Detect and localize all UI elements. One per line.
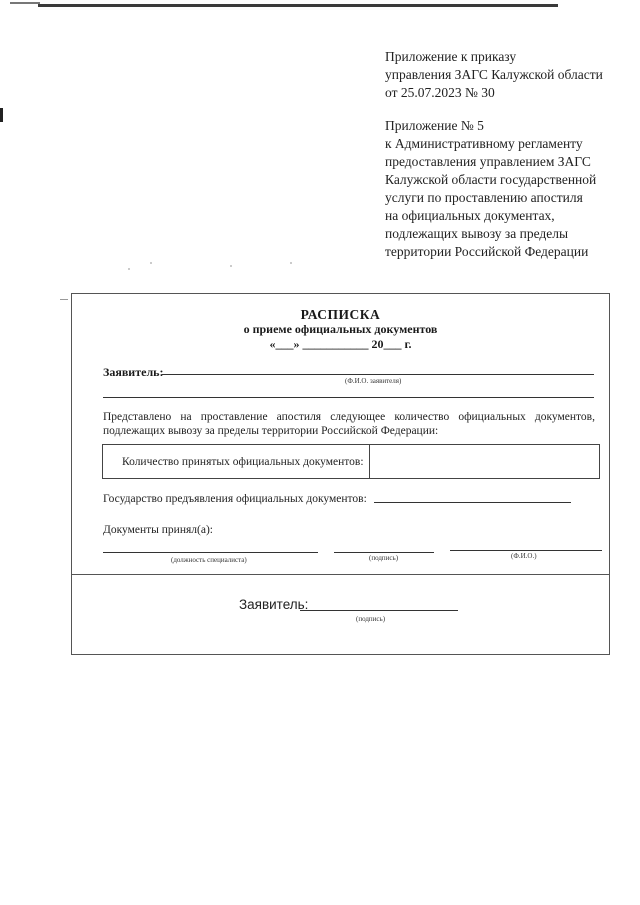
scan-speck [128, 268, 130, 270]
count-label: Количество принятых официальных документов: [122, 456, 364, 468]
receipt-date-line: «___» ___________ 20___ г. [269, 337, 412, 351]
appendix-reg-line: Приложение № 5 [385, 118, 484, 133]
appendix-order [385, 48, 603, 102]
position-field-line[interactable] [103, 552, 318, 553]
scan-artifact-line [10, 2, 40, 4]
appendix-regulation [385, 117, 596, 261]
applicant-name-line[interactable] [162, 374, 594, 375]
appendix-reg-line: к Административному регламенту [385, 136, 583, 151]
receipt-subtitle: о приеме официальных документов [243, 322, 438, 336]
applicant-name-line-2[interactable] [103, 397, 594, 398]
appendix-reg-line: территории Российской Федерации [385, 244, 589, 259]
name-caption: (Ф.И.О.) [511, 552, 537, 560]
count-table-divider [369, 444, 370, 479]
count-value-field[interactable] [380, 456, 590, 472]
state-field-line[interactable] [374, 502, 571, 503]
appendix-reg-line: Калужской области государственной [385, 172, 597, 187]
accepted-label: Документы принял(а): [103, 524, 213, 536]
appendix-order-line: от 25.07.2023 № 30 [385, 85, 495, 100]
applicant-caption: (Ф.И.О. заявителя) [345, 377, 402, 385]
presented-text: Представлено на проставление апостиля следующее количество официальных документов, подлежащих вывозу за пределы территории Российской Федерации: [103, 411, 595, 437]
scan-artifact-line [38, 4, 558, 7]
scan-speck [150, 262, 152, 264]
appendix-reg-line: подлежащих вывозу за пределы [385, 226, 569, 241]
appendix-order-line: Приложение к приказу [385, 49, 517, 64]
cut-mark [60, 299, 68, 300]
appendix-reg-line: услуги по проставлению апостиля [385, 190, 583, 205]
state-label: Государство предъявления официальных документов: [103, 493, 367, 505]
name-field-line[interactable] [450, 550, 602, 551]
applicant-label: Заявитель: [103, 365, 164, 379]
scan-speck [230, 265, 232, 267]
appendix-reg-line: на официальных документах, [385, 208, 555, 223]
applicant-signature-line[interactable] [300, 610, 458, 611]
section-divider [71, 574, 610, 575]
appendix-order-line: управления ЗАГС Калужской области [385, 67, 603, 82]
scan-speck [290, 262, 292, 264]
position-caption: (должность специалиста) [171, 556, 247, 564]
applicant-sign-label: Заявитель: [239, 597, 309, 612]
signature-field-line[interactable] [334, 552, 434, 553]
signature-caption: (подпись) [369, 554, 399, 562]
applicant-sign-caption: (подпись) [356, 615, 386, 623]
appendix-reg-line: предоставления управлением ЗАГС [385, 154, 591, 169]
scan-edge-mark [0, 108, 3, 122]
receipt-title: РАСПИСКА [300, 307, 381, 322]
